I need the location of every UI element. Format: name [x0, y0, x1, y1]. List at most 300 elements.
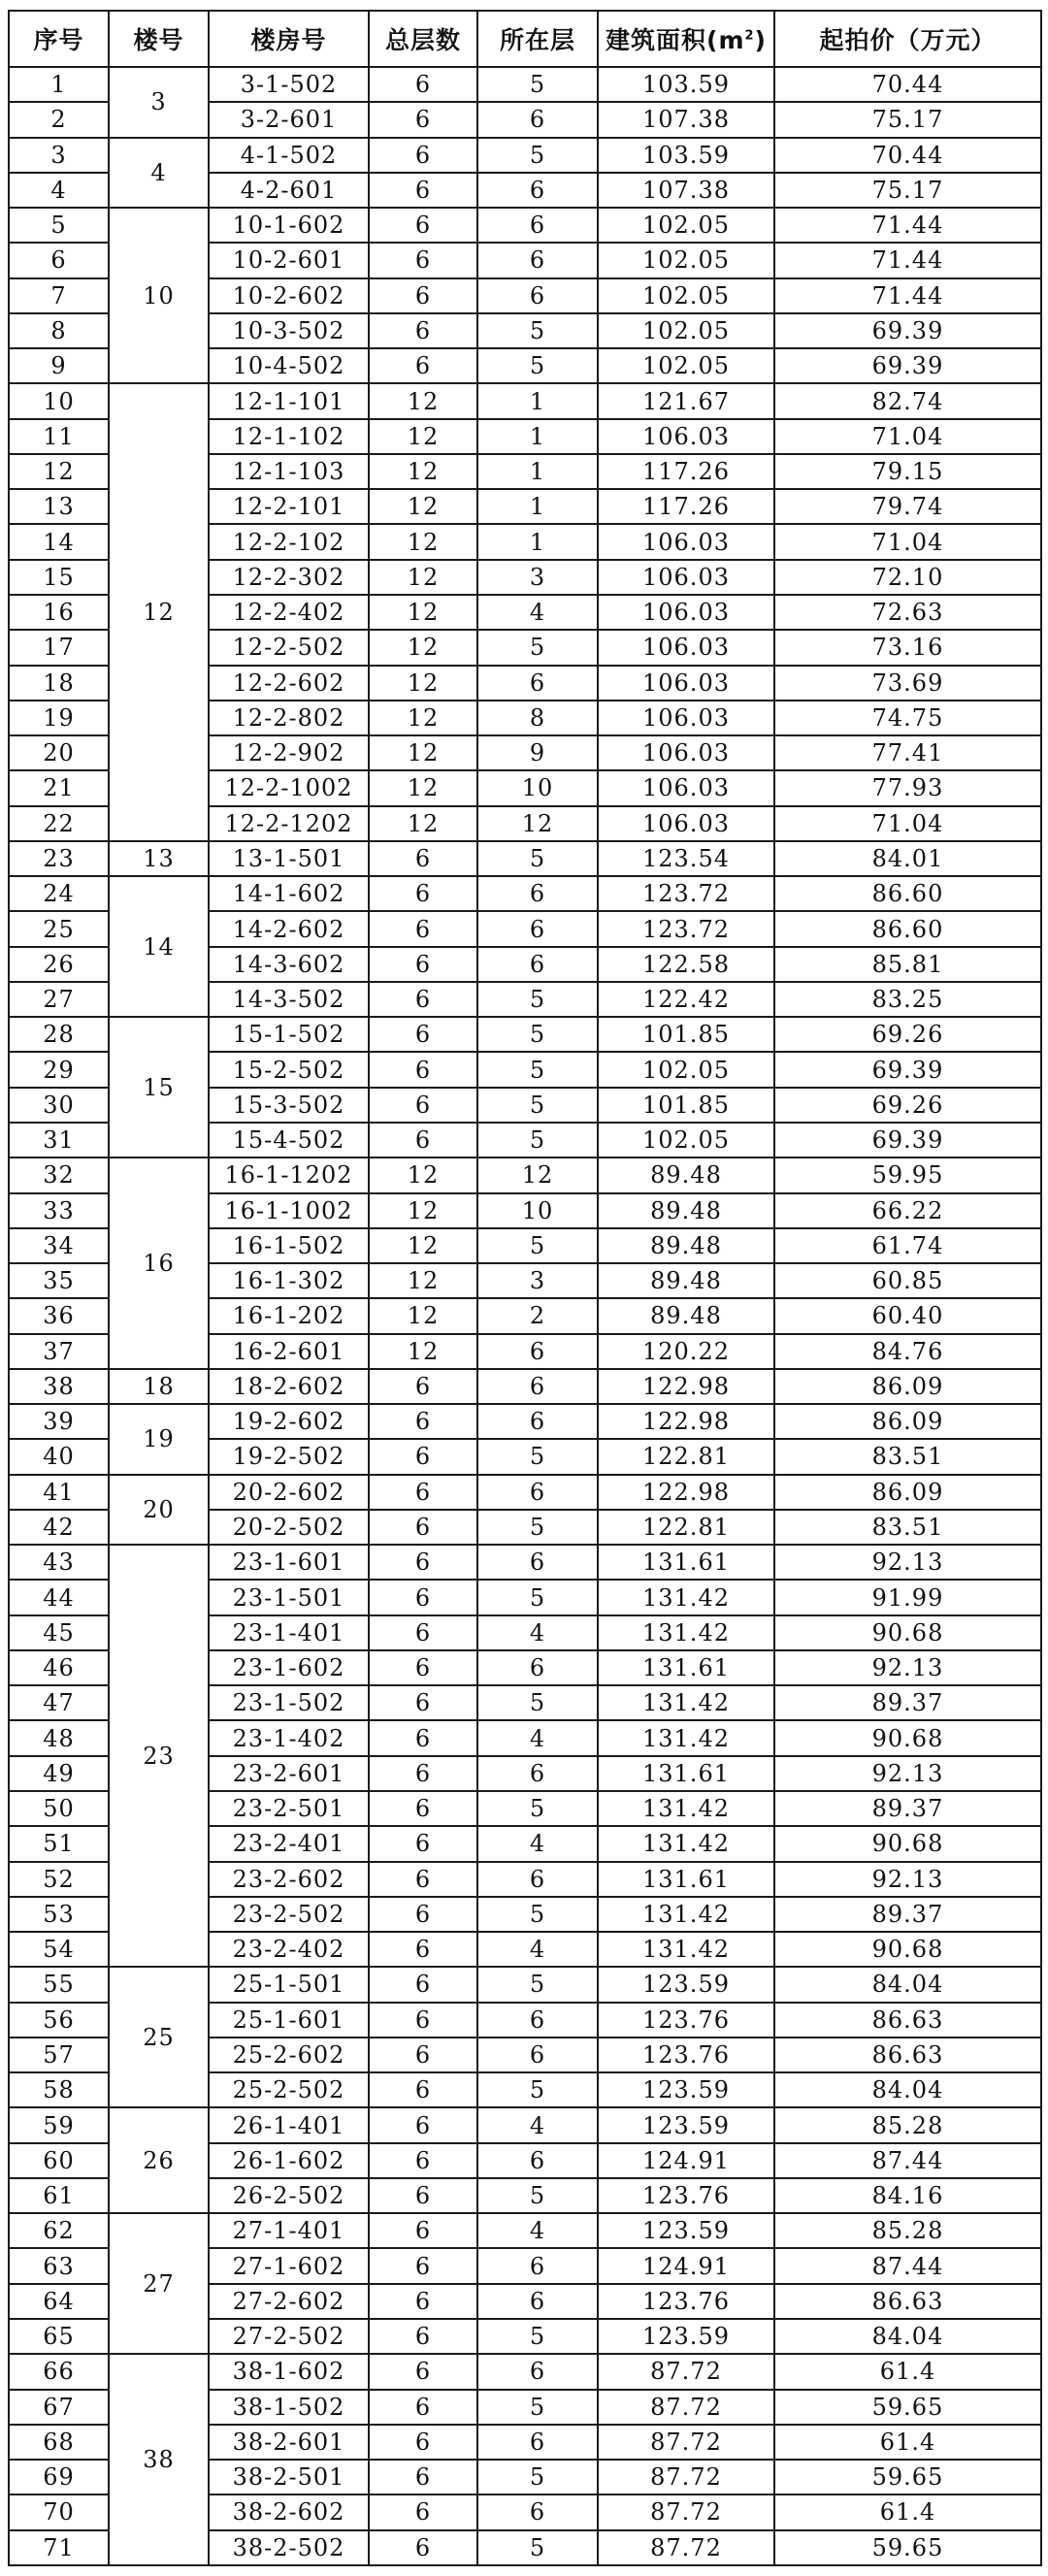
table-row [9, 876, 1041, 911]
cell-total-floors: 12 [369, 735, 477, 770]
cell-total-floors: 6 [369, 2003, 477, 2038]
cell-total-floors: 6 [369, 1369, 477, 1404]
cell-area: 106.03 [598, 806, 774, 841]
cell-seq: 7 [9, 278, 109, 313]
cell-area: 123.59 [598, 2107, 774, 2142]
cell-total-floors: 6 [369, 1897, 477, 1932]
cell-seq: 42 [9, 1510, 109, 1545]
cell-floor: 5 [477, 348, 598, 383]
cell-floor: 6 [477, 243, 598, 277]
cell-price: 71.04 [774, 806, 1041, 841]
cell-price: 79.15 [774, 454, 1041, 489]
cell-area: 107.38 [598, 102, 774, 137]
header-total-floors: 总层数 [369, 11, 477, 67]
cell-floor: 4 [477, 2213, 598, 2248]
header-price: 起拍价（万元） [774, 11, 1041, 67]
cell-building: 3 [109, 67, 209, 138]
cell-area: 131.42 [598, 1685, 774, 1720]
cell-total-floors: 6 [369, 982, 477, 1017]
cell-floor: 6 [477, 1475, 598, 1510]
cell-total-floors: 12 [369, 770, 477, 805]
cell-floor: 5 [477, 2390, 598, 2425]
cell-area: 89.48 [598, 1158, 774, 1192]
cell-area: 131.42 [598, 1580, 774, 1614]
cell-area: 131.42 [598, 1826, 774, 1861]
cell-unit: 23-1-402 [209, 1720, 369, 1755]
cell-unit: 38-2-601 [209, 2425, 369, 2460]
cell-floor: 6 [477, 1334, 598, 1369]
cell-price: 72.10 [774, 560, 1041, 595]
cell-floor: 5 [477, 2530, 598, 2565]
cell-floor: 6 [477, 2143, 598, 2178]
cell-seq: 26 [9, 947, 109, 982]
cell-area: 131.42 [598, 1897, 774, 1932]
cell-unit: 15-3-502 [209, 1088, 369, 1123]
cell-price: 87.44 [774, 2143, 1041, 2178]
cell-price: 84.16 [774, 2178, 1041, 2213]
cell-total-floors: 6 [369, 1791, 477, 1826]
cell-unit: 12-2-302 [209, 560, 369, 595]
cell-area: 102.05 [598, 348, 774, 383]
cell-unit: 14-2-602 [209, 911, 369, 946]
cell-area: 102.05 [598, 1052, 774, 1087]
cell-price: 73.16 [774, 630, 1041, 665]
cell-seq: 54 [9, 1932, 109, 1967]
cell-floor: 5 [477, 1967, 598, 2002]
cell-total-floors: 12 [369, 1193, 477, 1228]
cell-seq: 57 [9, 2038, 109, 2072]
cell-total-floors: 6 [369, 102, 477, 137]
cell-seq: 40 [9, 1439, 109, 1474]
cell-building: 18 [109, 1369, 209, 1404]
cell-area: 102.05 [598, 243, 774, 277]
cell-floor: 9 [477, 735, 598, 770]
cell-total-floors: 6 [369, 1756, 477, 1791]
cell-floor: 6 [477, 2003, 598, 2038]
cell-floor: 6 [477, 947, 598, 982]
cell-seq: 23 [9, 841, 109, 876]
cell-total-floors: 6 [369, 1967, 477, 2002]
cell-price: 83.51 [774, 1510, 1041, 1545]
cell-unit: 23-2-402 [209, 1932, 369, 1967]
cell-total-floors: 6 [369, 278, 477, 313]
cell-total-floors: 6 [369, 243, 477, 277]
cell-floor: 6 [477, 278, 598, 313]
cell-area: 106.03 [598, 770, 774, 805]
cell-price: 89.37 [774, 1791, 1041, 1826]
cell-price: 84.04 [774, 2072, 1041, 2107]
cell-price: 92.13 [774, 1545, 1041, 1580]
cell-floor: 5 [477, 138, 598, 173]
cell-seq: 55 [9, 1967, 109, 2002]
cell-floor: 3 [477, 1263, 598, 1298]
cell-total-floors: 6 [369, 2354, 477, 2389]
cell-seq: 11 [9, 419, 109, 454]
cell-price: 71.04 [774, 524, 1041, 559]
cell-area: 101.85 [598, 1017, 774, 1052]
cell-seq: 66 [9, 2354, 109, 2389]
table-row [9, 1967, 1041, 2002]
cell-total-floors: 12 [369, 1228, 477, 1263]
table-row [9, 2354, 1041, 2389]
table-row [9, 138, 1041, 173]
cell-price: 82.74 [774, 383, 1041, 418]
cell-floor: 1 [477, 524, 598, 559]
cell-seq: 69 [9, 2460, 109, 2494]
cell-unit: 26-2-502 [209, 2178, 369, 2213]
cell-seq: 18 [9, 666, 109, 701]
cell-seq: 34 [9, 1228, 109, 1263]
cell-floor: 6 [477, 208, 598, 243]
cell-total-floors: 12 [369, 1158, 477, 1192]
cell-area: 131.61 [598, 1650, 774, 1685]
cell-total-floors: 6 [369, 2390, 477, 2425]
cell-area: 117.26 [598, 454, 774, 489]
cell-total-floors: 6 [369, 1088, 477, 1123]
cell-building: 12 [109, 383, 209, 840]
cell-seq: 30 [9, 1088, 109, 1123]
cell-total-floors: 6 [369, 1475, 477, 1510]
cell-seq: 31 [9, 1123, 109, 1158]
cell-unit: 26-1-602 [209, 2143, 369, 2178]
cell-total-floors: 12 [369, 419, 477, 454]
cell-price: 72.63 [774, 595, 1041, 630]
cell-floor: 6 [477, 2284, 598, 2319]
cell-seq: 27 [9, 982, 109, 1017]
cell-seq: 6 [9, 243, 109, 277]
cell-price: 86.63 [774, 2284, 1041, 2319]
cell-area: 106.03 [598, 595, 774, 630]
cell-price: 59.65 [774, 2390, 1041, 2425]
cell-total-floors: 6 [369, 208, 477, 243]
cell-unit: 16-1-302 [209, 1263, 369, 1298]
cell-floor: 5 [477, 2460, 598, 2494]
cell-floor: 6 [477, 2354, 598, 2389]
cell-total-floors: 12 [369, 1334, 477, 1369]
cell-unit: 38-1-602 [209, 2354, 369, 2389]
cell-seq: 56 [9, 2003, 109, 2038]
cell-floor: 5 [477, 1510, 598, 1545]
cell-unit: 20-2-602 [209, 1475, 369, 1510]
cell-floor: 5 [477, 630, 598, 665]
cell-price: 86.09 [774, 1369, 1041, 1404]
cell-area: 123.72 [598, 876, 774, 911]
cell-unit: 12-1-101 [209, 383, 369, 418]
cell-price: 84.01 [774, 841, 1041, 876]
table-row [9, 1369, 1041, 1404]
cell-floor: 6 [477, 1404, 598, 1439]
header-area-suffix: ) [754, 26, 767, 54]
cell-unit: 4-1-502 [209, 138, 369, 173]
cell-price: 61.4 [774, 2354, 1041, 2389]
cell-unit: 10-4-502 [209, 348, 369, 383]
cell-unit: 25-2-502 [209, 2072, 369, 2107]
cell-total-floors: 6 [369, 2213, 477, 2248]
cell-seq: 22 [9, 806, 109, 841]
cell-unit: 25-2-602 [209, 2038, 369, 2072]
cell-unit: 10-3-502 [209, 313, 369, 348]
cell-seq: 4 [9, 173, 109, 208]
cell-total-floors: 6 [369, 911, 477, 946]
cell-total-floors: 6 [369, 2038, 477, 2072]
cell-seq: 25 [9, 911, 109, 946]
cell-unit: 19-2-602 [209, 1404, 369, 1439]
table-row [9, 2107, 1041, 2142]
cell-seq: 19 [9, 701, 109, 735]
cell-unit: 14-1-602 [209, 876, 369, 911]
cell-floor: 6 [477, 2038, 598, 2072]
cell-floor: 5 [477, 982, 598, 1017]
cell-seq: 17 [9, 630, 109, 665]
cell-floor: 6 [477, 2248, 598, 2283]
cell-total-floors: 6 [369, 313, 477, 348]
cell-total-floors: 6 [369, 1580, 477, 1614]
cell-area: 120.22 [598, 1334, 774, 1369]
cell-price: 59.65 [774, 2530, 1041, 2565]
cell-area: 87.72 [598, 2460, 774, 2494]
cell-total-floors: 6 [369, 1510, 477, 1545]
cell-price: 85.28 [774, 2107, 1041, 2142]
table-row [9, 1475, 1041, 1510]
cell-price: 75.17 [774, 102, 1041, 137]
cell-floor: 5 [477, 2319, 598, 2354]
cell-area: 123.76 [598, 2038, 774, 2072]
cell-total-floors: 12 [369, 1263, 477, 1298]
cell-price: 71.44 [774, 243, 1041, 277]
cell-price: 86.09 [774, 1404, 1041, 1439]
cell-price: 86.63 [774, 2038, 1041, 2072]
cell-unit: 16-1-1202 [209, 1158, 369, 1192]
table-row [9, 1404, 1041, 1439]
cell-unit: 3-2-601 [209, 102, 369, 137]
cell-area: 131.61 [598, 1862, 774, 1897]
cell-total-floors: 6 [369, 1685, 477, 1720]
cell-unit: 12-2-602 [209, 666, 369, 701]
cell-price: 85.28 [774, 2213, 1041, 2248]
cell-total-floors: 6 [369, 2460, 477, 2494]
cell-price: 90.68 [774, 1720, 1041, 1755]
cell-total-floors: 6 [369, 2319, 477, 2354]
cell-total-floors: 6 [369, 1720, 477, 1755]
cell-area: 106.03 [598, 419, 774, 454]
cell-seq: 61 [9, 2178, 109, 2213]
cell-seq: 65 [9, 2319, 109, 2354]
cell-floor: 1 [477, 454, 598, 489]
cell-total-floors: 6 [369, 1932, 477, 1967]
cell-area: 102.05 [598, 278, 774, 313]
cell-seq: 53 [9, 1897, 109, 1932]
cell-price: 69.39 [774, 348, 1041, 383]
cell-floor: 5 [477, 2178, 598, 2213]
cell-floor: 1 [477, 383, 598, 418]
cell-unit: 38-2-602 [209, 2494, 369, 2529]
cell-floor: 8 [477, 701, 598, 735]
cell-building: 23 [109, 1545, 209, 1967]
cell-seq: 13 [9, 489, 109, 524]
cell-floor: 5 [477, 2072, 598, 2107]
cell-total-floors: 6 [369, 2178, 477, 2213]
cell-total-floors: 6 [369, 2284, 477, 2319]
cell-total-floors: 6 [369, 2425, 477, 2460]
cell-seq: 35 [9, 1263, 109, 1298]
cell-floor: 5 [477, 1791, 598, 1826]
cell-floor: 6 [477, 1545, 598, 1580]
cell-total-floors: 6 [369, 1123, 477, 1158]
cell-price: 71.04 [774, 419, 1041, 454]
cell-price: 75.17 [774, 173, 1041, 208]
cell-total-floors: 6 [369, 1826, 477, 1861]
cell-area: 106.03 [598, 630, 774, 665]
cell-total-floors: 6 [369, 1545, 477, 1580]
cell-floor: 6 [477, 1369, 598, 1404]
cell-price: 71.44 [774, 278, 1041, 313]
cell-area: 122.98 [598, 1404, 774, 1439]
cell-area: 87.72 [598, 2494, 774, 2529]
cell-price: 69.26 [774, 1017, 1041, 1052]
cell-unit: 27-1-602 [209, 2248, 369, 2283]
cell-seq: 62 [9, 2213, 109, 2248]
cell-floor: 6 [477, 911, 598, 946]
cell-seq: 21 [9, 770, 109, 805]
cell-area: 123.59 [598, 1967, 774, 2002]
cell-seq: 49 [9, 1756, 109, 1791]
cell-area: 106.03 [598, 735, 774, 770]
cell-unit: 12-2-102 [209, 524, 369, 559]
cell-unit: 12-1-102 [209, 419, 369, 454]
cell-seq: 45 [9, 1615, 109, 1650]
cell-area: 103.59 [598, 67, 774, 102]
cell-unit: 12-1-103 [209, 454, 369, 489]
cell-total-floors: 6 [369, 2072, 477, 2107]
cell-seq: 63 [9, 2248, 109, 2283]
cell-area: 122.98 [598, 1369, 774, 1404]
cell-area: 101.85 [598, 1088, 774, 1123]
cell-unit: 13-1-501 [209, 841, 369, 876]
cell-unit: 12-2-502 [209, 630, 369, 665]
cell-seq: 10 [9, 383, 109, 418]
table-row [9, 1158, 1041, 1192]
cell-floor: 6 [477, 1862, 598, 1897]
cell-unit: 10-2-602 [209, 278, 369, 313]
cell-floor: 3 [477, 560, 598, 595]
cell-building: 27 [109, 2213, 209, 2354]
cell-area: 89.48 [598, 1298, 774, 1333]
cell-area: 131.42 [598, 1932, 774, 1967]
cell-floor: 6 [477, 876, 598, 911]
cell-area: 131.42 [598, 1615, 774, 1650]
cell-floor: 6 [477, 666, 598, 701]
cell-floor: 10 [477, 1193, 598, 1228]
cell-area: 89.48 [598, 1228, 774, 1263]
cell-price: 83.51 [774, 1439, 1041, 1474]
table-row [9, 383, 1041, 418]
header-unit: 楼房号 [209, 11, 369, 67]
cell-unit: 23-2-501 [209, 1791, 369, 1826]
cell-price: 89.37 [774, 1685, 1041, 1720]
cell-price: 70.44 [774, 138, 1041, 173]
header-area-prefix: 建筑面积(m [606, 26, 745, 54]
cell-seq: 24 [9, 876, 109, 911]
cell-area: 106.03 [598, 666, 774, 701]
cell-area: 103.59 [598, 138, 774, 173]
cell-unit: 23-1-401 [209, 1615, 369, 1650]
cell-total-floors: 12 [369, 560, 477, 595]
cell-floor: 12 [477, 806, 598, 841]
cell-floor: 6 [477, 102, 598, 137]
cell-price: 69.39 [774, 313, 1041, 348]
cell-area: 117.26 [598, 489, 774, 524]
cell-unit: 23-1-601 [209, 1545, 369, 1580]
header-building: 楼号 [109, 11, 209, 67]
cell-total-floors: 12 [369, 524, 477, 559]
cell-seq: 41 [9, 1475, 109, 1510]
cell-price: 60.40 [774, 1298, 1041, 1333]
cell-seq: 60 [9, 2143, 109, 2178]
cell-unit: 16-2-601 [209, 1334, 369, 1369]
cell-total-floors: 12 [369, 489, 477, 524]
cell-unit: 20-2-502 [209, 1510, 369, 1545]
cell-unit: 38-1-502 [209, 2390, 369, 2425]
cell-total-floors: 12 [369, 701, 477, 735]
cell-floor: 5 [477, 1439, 598, 1474]
cell-unit: 15-1-502 [209, 1017, 369, 1052]
cell-floor: 10 [477, 770, 598, 805]
cell-price: 60.85 [774, 1263, 1041, 1298]
cell-floor: 5 [477, 1228, 598, 1263]
table-row [9, 841, 1041, 876]
table-row [9, 2213, 1041, 2248]
cell-building: 20 [109, 1475, 209, 1546]
cell-area: 122.58 [598, 947, 774, 982]
cell-price: 74.75 [774, 701, 1041, 735]
cell-floor: 4 [477, 1720, 598, 1755]
cell-area: 87.72 [598, 2390, 774, 2425]
cell-unit: 27-2-502 [209, 2319, 369, 2354]
cell-area: 123.72 [598, 911, 774, 946]
cell-floor: 4 [477, 1826, 598, 1861]
cell-unit: 23-1-602 [209, 1650, 369, 1685]
cell-seq: 37 [9, 1334, 109, 1369]
cell-seq: 70 [9, 2494, 109, 2529]
cell-price: 92.13 [774, 1862, 1041, 1897]
cell-area: 102.05 [598, 313, 774, 348]
cell-seq: 68 [9, 2425, 109, 2460]
cell-price: 90.68 [774, 1932, 1041, 1967]
cell-building: 10 [109, 208, 209, 383]
cell-total-floors: 12 [369, 595, 477, 630]
cell-total-floors: 6 [369, 2248, 477, 2283]
cell-area: 122.98 [598, 1475, 774, 1510]
table-row [9, 1545, 1041, 1580]
cell-price: 59.65 [774, 2460, 1041, 2494]
cell-unit: 23-2-602 [209, 1862, 369, 1897]
cell-unit: 12-2-902 [209, 735, 369, 770]
cell-building: 13 [109, 841, 209, 876]
cell-unit: 4-2-601 [209, 173, 369, 208]
cell-building: 16 [109, 1158, 209, 1369]
cell-total-floors: 6 [369, 1862, 477, 1897]
cell-total-floors: 6 [369, 2143, 477, 2178]
property-auction-table [8, 10, 1042, 2566]
cell-area: 131.42 [598, 1791, 774, 1826]
cell-total-floors: 6 [369, 67, 477, 102]
table-body [9, 67, 1041, 2565]
cell-area: 122.42 [598, 982, 774, 1017]
cell-price: 84.76 [774, 1334, 1041, 1369]
cell-seq: 64 [9, 2284, 109, 2319]
cell-unit: 27-1-401 [209, 2213, 369, 2248]
cell-area: 87.72 [598, 2425, 774, 2460]
